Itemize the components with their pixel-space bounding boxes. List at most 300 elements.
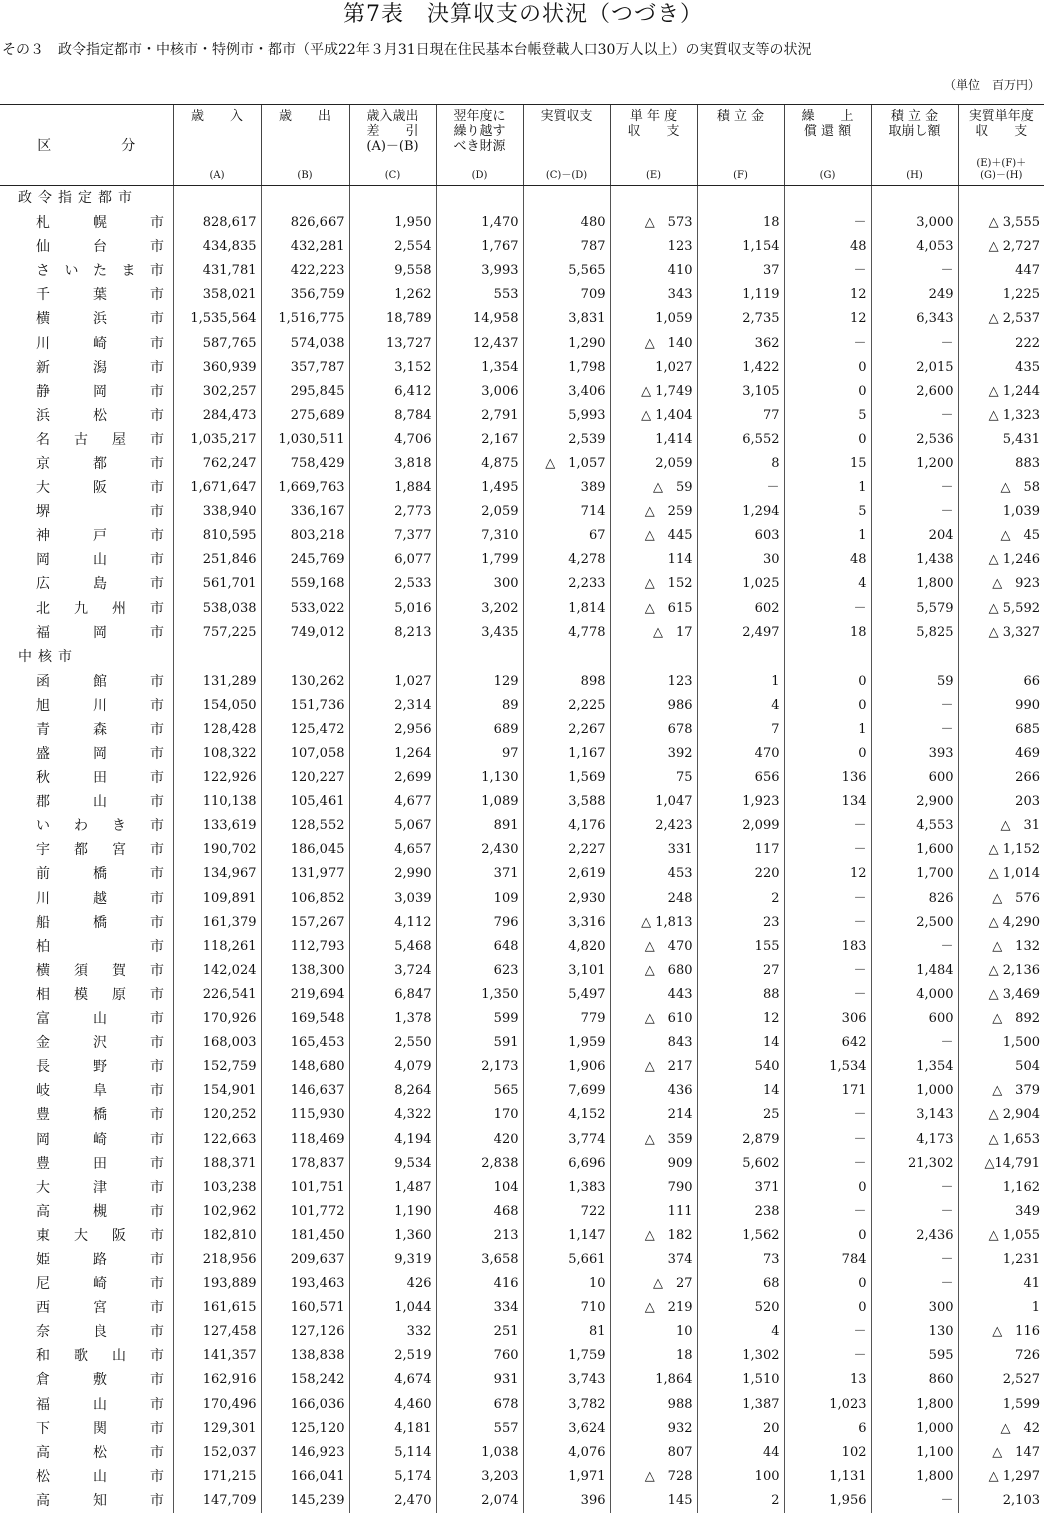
value-cell: 6,847 [349,983,436,1007]
city-name-cell [0,766,173,790]
value-cell: 0 [784,1296,871,1320]
table-row [0,1320,1044,1344]
column-header-label: 実質収支 [540,109,593,124]
value-cell: 2,225 [523,694,610,718]
table-row [0,1441,1044,1465]
city-name-cell [0,452,173,476]
value-cell: 128,428 [173,718,261,742]
value-cell: － [871,1176,958,1200]
empty-cell [610,645,697,670]
value-cell: 2,059 [610,452,697,476]
value-cell: 105,461 [261,790,349,814]
value-cell: 48 [784,548,871,572]
value-cell: 133,619 [173,814,261,838]
value-cell: 932 [610,1417,697,1441]
city-name: 青 森 市 [36,721,164,738]
value-cell: 41 [958,1272,1044,1296]
value-cell: 1,798 [523,356,610,380]
value-cell: 125,120 [261,1417,349,1441]
city-name: 船 橋 市 [36,914,164,931]
value-cell: △ 1,055 [958,1224,1044,1248]
value-cell: △ 27 [610,1272,697,1296]
value-cell: △ 728 [610,1465,697,1489]
value-cell: △ 182 [610,1224,697,1248]
value-cell: 14,958 [436,307,523,331]
empty-cell [261,645,349,670]
value-cell: 154,050 [173,694,261,718]
value-cell: 1,484 [871,959,958,983]
value-cell: 138,838 [261,1344,349,1368]
city-name: 横 浜 市 [36,311,164,328]
city-name-cell [0,1224,173,1248]
value-cell: 59 [871,670,958,694]
city-name-cell [0,1320,173,1344]
value-cell: 538,038 [173,597,261,621]
city-name-cell [0,476,173,500]
value-cell: 434,835 [173,235,261,259]
value-cell: 710 [523,1296,610,1320]
city-name-cell [0,1176,173,1200]
value-cell: 595 [871,1344,958,1368]
column-header-3 [349,105,436,186]
value-cell: 10 [610,1320,697,1344]
value-cell: 48 [784,235,871,259]
city-name: 高 松 市 [36,1444,164,1461]
value-cell: 1,044 [349,1296,436,1320]
value-cell: 362 [697,331,784,355]
city-name-cell [0,1031,173,1055]
table-row [0,404,1044,428]
value-cell: 1,131 [784,1465,871,1489]
city-name: 岐 阜 市 [36,1083,164,1100]
value-cell: 1,600 [871,838,958,862]
column-header-label: 歳入歳出 差 引 (A)－(B) [366,109,419,154]
table-row [0,356,1044,380]
value-cell: 3,406 [523,380,610,404]
city-name: 郡 山 市 [36,794,164,811]
value-cell: △ 5,592 [958,597,1044,621]
value-cell: 130 [871,1320,958,1344]
table-row [0,235,1044,259]
value-cell: 1,767 [436,235,523,259]
table-row [0,1272,1044,1296]
value-cell: 203 [958,790,1044,814]
column-header-label: 歳 入 [190,109,243,124]
value-cell: 1,030,511 [261,428,349,452]
value-cell: 104 [436,1176,523,1200]
value-cell: △ 2,727 [958,235,1044,259]
value-cell: 2,930 [523,887,610,911]
value-cell: △ 1,297 [958,1465,1044,1489]
value-cell: 112,793 [261,935,349,959]
city-name: 盛 岡 市 [36,746,164,763]
value-cell: 5,661 [523,1248,610,1272]
value-cell: △ 45 [958,524,1044,548]
value-cell: 3,202 [436,597,523,621]
value-cell: 4,778 [523,621,610,645]
column-header-9 [871,105,958,186]
table-row [0,1055,1044,1079]
value-cell: － [784,211,871,235]
value-cell: 5,067 [349,814,436,838]
table-row [0,572,1044,596]
value-cell: 2,173 [436,1055,523,1079]
value-cell: 1,569 [523,766,610,790]
city-name: 豊 橋 市 [36,1107,164,1124]
value-cell: 860 [871,1368,958,1392]
value-cell: △ 2,537 [958,307,1044,331]
value-cell: 591 [436,1031,523,1055]
value-cell: 1 [784,476,871,500]
value-cell: 432,281 [261,235,349,259]
value-cell: 331 [610,838,697,862]
value-cell: 1,534 [784,1055,871,1079]
city-name: 大 津 市 [36,1179,164,1196]
value-cell: △ 923 [958,572,1044,596]
value-cell: 787 [523,235,610,259]
value-cell: 18 [784,621,871,645]
value-cell: 1,350 [436,983,523,1007]
value-cell: 931 [436,1368,523,1392]
value-cell: 2,015 [871,356,958,380]
unit-label: （単位 百万円） [943,78,1040,92]
value-cell: 599 [436,1007,523,1031]
value-cell: △ 116 [958,1320,1044,1344]
value-cell: 27 [697,959,784,983]
value-cell: － [784,1152,871,1176]
value-cell: 520 [697,1296,784,1320]
value-cell: 1,814 [523,597,610,621]
value-cell: 169,548 [261,1007,349,1031]
value-cell: 6,552 [697,428,784,452]
city-name: 札 幌 市 [36,215,164,232]
value-cell: 118,469 [261,1127,349,1151]
value-cell: 142,024 [173,959,261,983]
value-cell: 0 [784,670,871,694]
table-row [0,790,1044,814]
city-name-cell [0,1344,173,1368]
empty-cell [784,645,871,670]
value-cell: 186,045 [261,838,349,862]
value-cell: 20 [697,1417,784,1441]
value-cell: △ 140 [610,331,697,355]
value-cell: 600 [871,766,958,790]
table-row [0,1176,1044,1200]
value-cell: 77 [697,404,784,428]
value-cell: 1,154 [697,235,784,259]
value-cell: 300 [871,1296,958,1320]
group-label: 政令指定都市 [18,190,138,206]
value-cell: 204 [871,524,958,548]
city-name-cell [0,814,173,838]
value-cell: 145 [610,1489,697,1513]
value-cell: 1,027 [610,356,697,380]
table-row [0,1344,1044,1368]
city-name: 長 野 市 [36,1059,164,1076]
value-cell: 5,825 [871,621,958,645]
value-cell: 1,414 [610,428,697,452]
table-row [0,211,1044,235]
city-name-cell [0,1368,173,1392]
value-cell: 111 [610,1200,697,1224]
value-cell: 557 [436,1417,523,1441]
empty-cell [349,186,436,212]
city-name-cell [0,211,173,235]
value-cell: 161,379 [173,911,261,935]
empty-cell [349,645,436,670]
value-cell: 0 [784,380,871,404]
city-name-cell [0,621,173,645]
city-name-cell [0,790,173,814]
group-row [0,186,1044,212]
value-cell: 1,100 [871,1441,958,1465]
value-cell: 162,916 [173,1368,261,1392]
column-header-code: (D) [471,170,488,181]
value-cell: 5,114 [349,1441,436,1465]
value-cell: △14,791 [958,1152,1044,1176]
value-cell: 73 [697,1248,784,1272]
value-cell: 3,143 [871,1103,958,1127]
value-cell: － [784,887,871,911]
city-name: 姫 路 市 [36,1251,164,1268]
value-cell: 30 [697,548,784,572]
table-row [0,476,1044,500]
table-row [0,283,1044,307]
city-name: 神 戸 市 [36,528,164,545]
value-cell: 4,181 [349,1417,436,1441]
value-cell: 9,319 [349,1248,436,1272]
value-cell: 181,450 [261,1224,349,1248]
value-cell: 2,519 [349,1344,436,1368]
value-cell: 2,099 [697,814,784,838]
page-title: 第7表 決算収支の状況（つづき） [343,2,703,27]
value-cell: － [697,476,784,500]
value-cell: 689 [436,718,523,742]
column-header-6 [610,105,697,186]
value-cell: 161,615 [173,1296,261,1320]
table-row [0,524,1044,548]
column-header-8 [784,105,871,186]
value-cell: 3,818 [349,452,436,476]
value-cell: 2,103 [958,1489,1044,1513]
value-cell: 101,772 [261,1200,349,1224]
city-name: 尼 崎 市 [36,1276,164,1293]
value-cell: △ 615 [610,597,697,621]
city-name: 北 九 州 市 [36,600,164,617]
value-cell: 66 [958,670,1044,694]
value-cell: △ 1,246 [958,548,1044,572]
city-name: 和 歌 山 市 [36,1348,164,1365]
value-cell: 68 [697,1272,784,1296]
value-cell: 4,460 [349,1393,436,1417]
value-cell: － [871,1272,958,1296]
value-cell: 410 [610,259,697,283]
value-cell: 4,657 [349,838,436,862]
value-cell: 810,595 [173,524,261,548]
value-cell: 117 [697,838,784,862]
value-cell: 2,838 [436,1152,523,1176]
settlement-table-container [0,104,1044,1513]
value-cell: 4 [697,1320,784,1344]
value-cell: 656 [697,766,784,790]
value-cell: 12 [784,307,871,331]
value-cell: 158,242 [261,1368,349,1392]
value-cell: 1,130 [436,766,523,790]
value-cell: － [871,1031,958,1055]
value-cell: 103,238 [173,1176,261,1200]
value-cell: 6,343 [871,307,958,331]
value-cell: － [784,959,871,983]
value-cell: 1,302 [697,1344,784,1368]
value-cell: △ 1,404 [610,404,697,428]
value-cell: 726 [958,1344,1044,1368]
value-cell: 0 [784,1224,871,1248]
column-header-code: (E) [645,170,662,181]
table-row [0,259,1044,283]
value-cell: 157,267 [261,911,349,935]
value-cell: 909 [610,1152,697,1176]
value-cell: 826 [871,887,958,911]
value-cell: 4 [697,694,784,718]
empty-cell [436,186,523,212]
value-cell: 3,105 [697,380,784,404]
value-cell: 8,784 [349,404,436,428]
value-cell: 306 [784,1007,871,1031]
value-cell: 12,437 [436,331,523,355]
value-cell: 1,354 [436,356,523,380]
value-cell: 2,900 [871,790,958,814]
value-cell: 2,619 [523,862,610,886]
value-cell: － [871,1248,958,1272]
value-cell: 1 [958,1296,1044,1320]
value-cell: 790 [610,1176,697,1200]
city-name: 川 越 市 [36,890,164,907]
value-cell: 2,554 [349,235,436,259]
city-name: 京 都 市 [36,455,164,472]
value-cell: 6,077 [349,548,436,572]
value-cell: 358,021 [173,283,261,307]
value-cell: 130,262 [261,670,349,694]
value-cell: 170 [436,1103,523,1127]
value-cell: 749,012 [261,621,349,645]
city-name-cell [0,1055,173,1079]
value-cell: 0 [784,356,871,380]
value-cell: 1,023 [784,1393,871,1417]
city-name: さ い た ま 市 [36,263,164,280]
table-row [0,1368,1044,1392]
city-name-cell [0,670,173,694]
city-name-cell [0,1417,173,1441]
value-cell: － [871,1489,958,1513]
value-cell: 714 [523,500,610,524]
value-cell: 807 [610,1441,697,1465]
city-name-cell [0,1127,173,1151]
value-cell: 183 [784,935,871,959]
value-cell: 602 [697,597,784,621]
value-cell: － [784,259,871,283]
value-cell: 160,571 [261,1296,349,1320]
column-header-code: (F) [733,170,748,181]
value-cell: 2,791 [436,404,523,428]
value-cell: 2,956 [349,718,436,742]
value-cell: 18 [610,1344,697,1368]
value-cell: 1,035,217 [173,428,261,452]
value-cell: 1,800 [871,1393,958,1417]
value-cell: 600 [871,1007,958,1031]
value-cell: 2,430 [436,838,523,862]
city-name-cell [0,718,173,742]
city-name-cell [0,1248,173,1272]
value-cell: 1,000 [871,1417,958,1441]
value-cell: 101,751 [261,1176,349,1200]
value-cell: 3,316 [523,911,610,935]
value-cell: 109,891 [173,887,261,911]
value-cell: 374 [610,1248,697,1272]
table-row [0,452,1044,476]
value-cell: 170,496 [173,1393,261,1417]
value-cell: 214 [610,1103,697,1127]
value-cell: 1,360 [349,1224,436,1248]
value-cell: 3,006 [436,380,523,404]
value-cell: △ 359 [610,1127,697,1151]
value-cell: 1,422 [697,356,784,380]
value-cell: 1,264 [349,742,436,766]
value-cell: － [871,694,958,718]
value-cell: 1,950 [349,211,436,235]
city-name-cell [0,694,173,718]
city-name-cell [0,838,173,862]
value-cell: 266 [958,766,1044,790]
value-cell: 218,956 [173,1248,261,1272]
value-cell: 13,727 [349,331,436,355]
value-cell: 1,039 [958,500,1044,524]
column-header-label: 積 立 金 取崩し額 [888,109,941,139]
empty-cell [784,186,871,212]
value-cell: 843 [610,1031,697,1055]
value-cell: 565 [436,1079,523,1103]
value-cell: 2,527 [958,1368,1044,1392]
table-row [0,1224,1044,1248]
value-cell: 2,879 [697,1127,784,1151]
value-cell: 1,562 [697,1224,784,1248]
empty-cell [871,186,958,212]
city-name-cell [0,428,173,452]
value-cell: 154,901 [173,1079,261,1103]
value-cell: － [784,331,871,355]
value-cell: 2 [697,887,784,911]
column-header-code: (C) [384,170,401,181]
value-cell: 4,079 [349,1055,436,1079]
value-cell: 109 [436,887,523,911]
value-cell: 3,782 [523,1393,610,1417]
value-cell: 129 [436,670,523,694]
value-cell: △ 576 [958,887,1044,911]
value-cell: 165,453 [261,1031,349,1055]
value-cell: 504 [958,1055,1044,1079]
value-cell: 1,387 [697,1393,784,1417]
value-cell: 2,990 [349,862,436,886]
value-cell: 648 [436,935,523,959]
value-cell: 758,429 [261,452,349,476]
value-cell: △ 132 [958,935,1044,959]
value-cell: － [871,404,958,428]
value-cell: 209,637 [261,1248,349,1272]
city-name: 宇 都 宮 市 [36,842,164,859]
city-name-cell [0,548,173,572]
city-name: 横 須 賀 市 [36,962,164,979]
value-cell: 1,800 [871,1465,958,1489]
value-cell: 131,289 [173,670,261,694]
